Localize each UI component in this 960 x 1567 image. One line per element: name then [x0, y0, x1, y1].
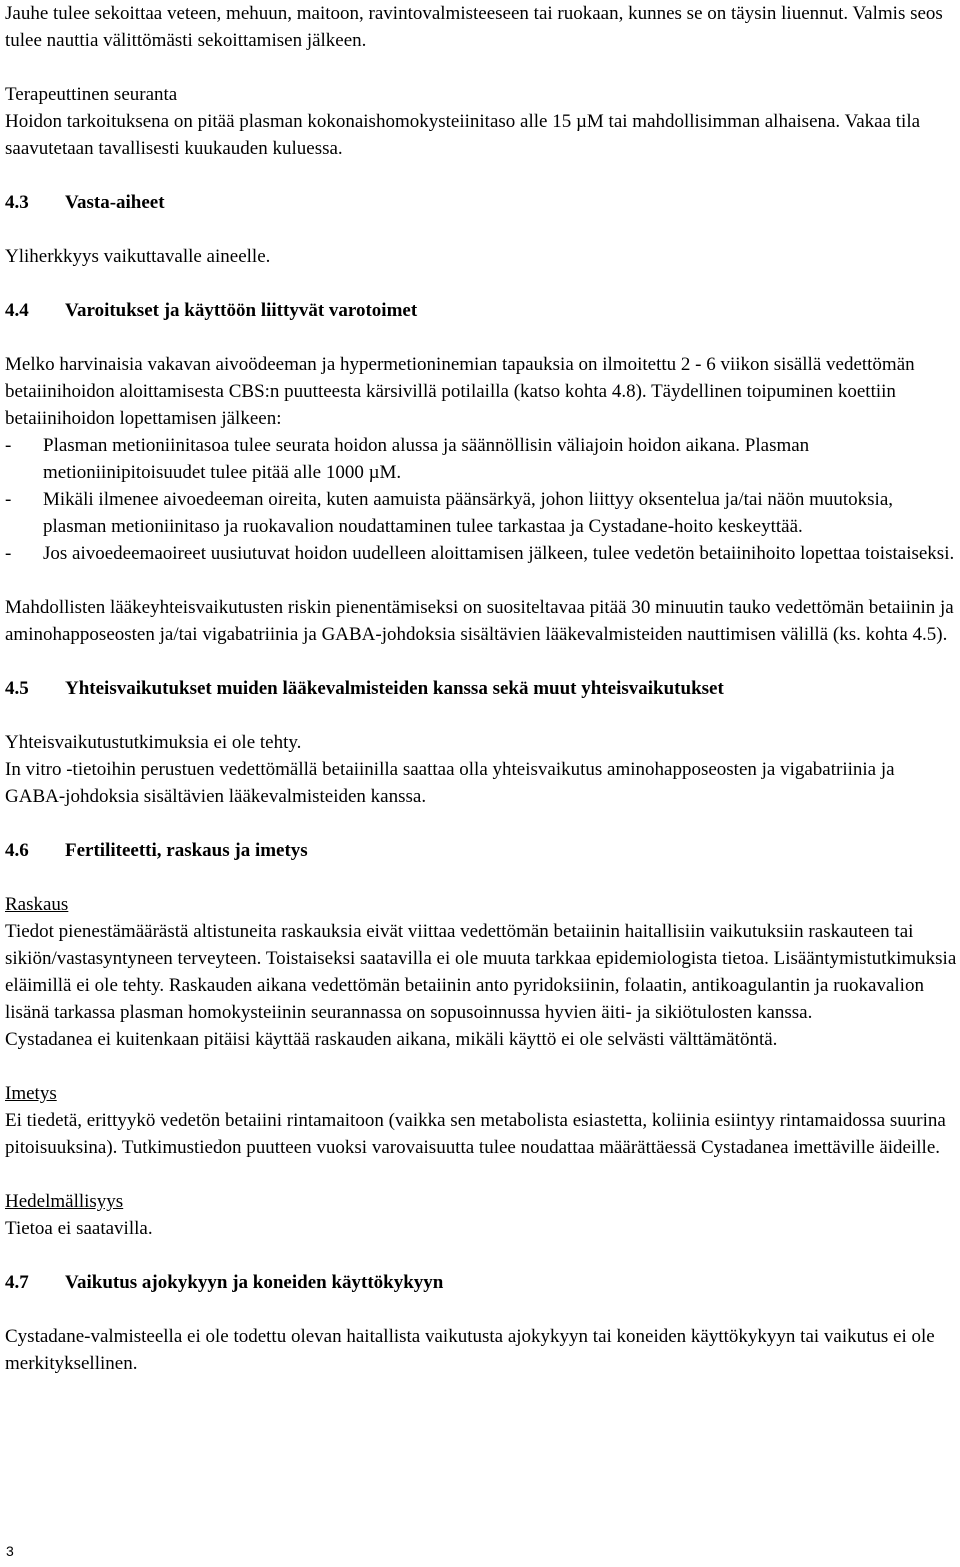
warnings-paragraph: Melko harvinaisia vakavan aivoödeeman ja hypermetioninemian tapauksia on ilmoitettu 2 - 6 viikon sisällä vedettömän betaiinihoidon aloittamisesta CBS:n puutteesta kärsivillä potilailla (katso kohta 4.8). Täydellinen toipuminen koettiin betaiinihoidon lopettamisen jälkeen:	[5, 354, 915, 429]
list-dash: -	[5, 489, 12, 510]
fertility-text: Tietoa ei saatavilla.	[5, 1218, 153, 1239]
list-dash: -	[5, 435, 12, 456]
section-title: Vaikutus ajokykyyn ja koneiden käyttökykyyn	[65, 1272, 444, 1293]
section-number: 4.3	[5, 192, 29, 213]
section-4-6-heading	[5, 837, 958, 864]
lactation-subheading: Imetys	[5, 1083, 57, 1104]
section-number: 4.5	[5, 678, 29, 699]
interaction-risk-paragraph: Mahdollisten lääkeyhteisvaikutusten riskin pienentämiseksi on suositeltavaa pitää 30 minuutin tauko vedettömän betaiinin ja aminohapposeosten ja/tai vigabatriinia ja GABA-johdoksia sisältävien lääkevalmisteiden nauttimisen välillä (ks. kohta 4.5).	[5, 597, 954, 645]
therapy-monitoring-title: Terapeuttinen seuranta	[5, 84, 178, 105]
list-item	[5, 540, 958, 567]
list-item-text: Jos aivoedeemaoireet uusiutuvat hoidon uudelleen aloittamisen jälkeen, tulee vedetön betaiinihoito lopettaa toistaiseksi.	[43, 543, 955, 564]
fertility-subheading: Hedelmällisyys	[5, 1191, 124, 1212]
list-item-text: Mikäli ilmenee aivoedeeman oireita, kuten aamuista päänsärkyä, johon liittyy oksentelua ja/tai näön muutoksia, plasman metioniinitaso ja ruokavalion noudattaminen tulee tarkastaa ja Cystadane-hoito keskeyttää.	[43, 489, 893, 537]
list-item-text: Plasman metioniinitasoa tulee seurata hoidon alussa ja säännöllisin väliajoin hoidon aikana. Plasman metioniinipitoisuudet tulee pitää alle 1000 µM.	[43, 435, 810, 483]
section-title: Yhteisvaikutukset muiden lääkevalmisteiden kanssa sekä muut yhteisvaikutukset	[65, 678, 724, 699]
interactions-text-1: Yhteisvaikutustutkimuksia ei ole tehty.	[5, 732, 302, 753]
interactions-text-2: In vitro -tietoihin perustuen vedettömällä betaiinilla saattaa olla yhteisvaikutus aminohapposeosten ja vigabatriinia ja GABA-johdoksia sisältävien lääkevalmisteiden kanssa.	[5, 759, 895, 807]
contraindications-text: Yliherkkyys vaikuttavalle aineelle.	[5, 246, 271, 267]
list-item	[5, 486, 958, 540]
list-item	[5, 432, 958, 486]
section-4-7-heading	[5, 1269, 958, 1296]
document-page	[5, 0, 958, 1377]
section-title: Varoitukset ja käyttöön liittyvät varotoimet	[65, 300, 418, 321]
list-dash: -	[5, 543, 12, 564]
section-number: 4.6	[5, 840, 29, 861]
pregnancy-text: Tiedot pienestämäärästä altistuneita raskauksia eivät viittaa vedettömän betaiinin haitallisiin vaikutuksiin raskauteen tai sikiön/vastasyntyneen terveyteen. Toistaiseksi saatavilla ei ole muuta tarkkaa epidemiologista tietoa. Lisääntymistutkimuksia eläimillä ei ole tehty. Raskauden aikana vedettömän betaiinin anto pyridoksiinin, folaatin, antikoagulantin ja ruokavalion lisänä tarkassa plasman homokysteiinin seurannassa on sopusoinnussa hyvien äiti- ja sikiötulosten kanssa.	[5, 921, 957, 1023]
section-4-4-heading	[5, 297, 958, 324]
page-number: 3	[6, 1543, 14, 1559]
intro-paragraph: Jauhe tulee sekoittaa veteen, mehuun, maitoon, ravintovalmisteeseen tai ruokaan, kunnes se on täysin liuennut. Valmis seos tulee nauttia välittömästi sekoittamisen jälkeen.	[5, 3, 943, 51]
therapy-monitoring-text: Hoidon tarkoituksena on pitää plasman kokonaishomokysteiinitaso alle 15 µM tai mahdollisimman alhaisena. Vakaa tila saavutetaan tavallisesti kuukauden kuluessa.	[5, 111, 921, 159]
pregnancy-subheading: Raskaus	[5, 894, 69, 915]
section-4-5-heading	[5, 675, 958, 702]
section-number: 4.4	[5, 300, 29, 321]
lactation-text: Ei tiedetä, erittyykö vedetön betaiini rintamaitoon (vaikka sen metabolista esiastetta, koliinia esiintyy rintamaidossa suurina pitoisuuksina). Tutkimustiedon puutteen vuoksi varovaisuutta tulee noudattaa määrättäessä Cystadanea imettäville äideille.	[5, 1110, 946, 1158]
section-number: 4.7	[5, 1272, 29, 1293]
section-4-3-heading	[5, 189, 958, 216]
section-title: Vasta-aiheet	[65, 192, 165, 213]
pregnancy-text-2: Cystadanea ei kuitenkaan pitäisi käyttää raskauden aikana, mikäli käyttö ei ole selvästi välttämätöntä.	[5, 1029, 778, 1050]
driving-text: Cystadane-valmisteella ei ole todettu olevan haitallista vaikutusta ajokykyyn tai koneiden käyttökykyyn tai vaikutus ei ole merkityksellinen.	[5, 1326, 935, 1374]
section-title: Fertiliteetti, raskaus ja imetys	[65, 840, 308, 861]
